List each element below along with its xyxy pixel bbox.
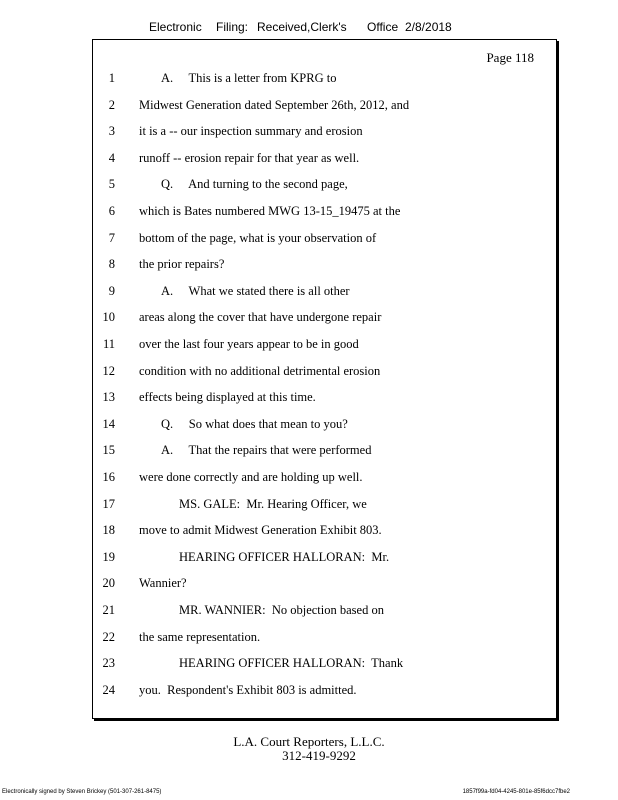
- line-number: 20: [102, 576, 115, 591]
- line-text: were done correctly and are holding up well.: [139, 470, 363, 484]
- signature-left: Electronically signed by Steven Brickey (501-307-261-8475): [2, 789, 162, 795]
- line-number: 14: [102, 416, 115, 431]
- line-number: 18: [102, 523, 115, 538]
- transcript-line: [93, 95, 553, 115]
- line-text: you. Respondent's Exhibit 803 is admitted.: [139, 682, 357, 697]
- line-text: effects being displayed at this time.: [139, 390, 316, 405]
- line-number: 24: [102, 682, 115, 697]
- line-text: Midwest Generation dated September 26th, 2012, and: [139, 97, 410, 112]
- line-text: it is a -- our inspection summary and erosion: [139, 124, 363, 139]
- transcript-line: [93, 547, 553, 567]
- transcript-line: [93, 414, 553, 434]
- line-number: 9: [108, 283, 115, 298]
- line-text: the prior repairs?: [139, 257, 225, 272]
- line-text: HEARING OFFICER HALLORAN: Mr.: [179, 549, 390, 564]
- header-electronic: Electronic: [149, 20, 202, 34]
- line-text: A. That the repairs that were performed: [161, 443, 372, 458]
- line-text: bottom of the page, what is your observation of: [139, 230, 377, 245]
- line-text: areas along the cover that have undergone repair: [139, 310, 382, 325]
- transcript-line: [93, 254, 553, 274]
- line-number: 10: [102, 310, 115, 325]
- line-number: 3: [108, 124, 115, 139]
- transcript-line: [93, 494, 553, 514]
- transcript-line: [93, 573, 553, 593]
- transcript-line: [93, 68, 553, 88]
- transcript-line: [93, 307, 553, 327]
- transcript-line: [93, 174, 553, 194]
- line-text: Q. And turning to the second page,: [161, 177, 348, 192]
- line-text: over the last four years appear to be in good: [139, 337, 359, 351]
- page-number: Page 118: [486, 50, 534, 65]
- transcript-line: [93, 228, 553, 248]
- line-number: 11: [102, 337, 115, 351]
- line-number: 13: [102, 390, 115, 405]
- footer-phone: 312-419-9292: [282, 748, 356, 763]
- line-number: 4: [108, 150, 115, 165]
- line-number: 2: [108, 97, 115, 112]
- transcript-line: [93, 440, 553, 460]
- signature-right: 1857f99a-fd04-4245-801e-85f6dcc7fbe2: [462, 789, 570, 795]
- line-number: 1: [108, 71, 115, 85]
- transcript-page-frame: [92, 39, 557, 719]
- line-number: 22: [102, 629, 115, 644]
- transcript-line: [93, 387, 553, 407]
- transcript-line: [93, 361, 553, 381]
- transcript-line: [93, 600, 553, 620]
- line-text: A. What we stated there is all other: [161, 283, 350, 298]
- filing-header: [0, 20, 618, 38]
- line-number: 19: [102, 549, 115, 564]
- transcript-line: [93, 520, 553, 540]
- line-number: 8: [108, 257, 115, 272]
- line-text: HEARING OFFICER HALLORAN: Thank: [179, 656, 404, 671]
- transcript-line: [93, 627, 553, 647]
- line-number: 16: [102, 470, 115, 484]
- line-text: the same representation.: [139, 629, 261, 644]
- line-text: which is Bates numbered MWG 13-15_19475 at the: [139, 204, 401, 218]
- header-date: 2/8/2018: [405, 20, 452, 34]
- line-number: 5: [108, 177, 115, 192]
- transcript-line: [93, 281, 553, 301]
- footer-company: L.A. Court Reporters, L.L.C.: [233, 734, 385, 749]
- line-text: Wannier?: [139, 576, 187, 591]
- transcript-line: [93, 121, 553, 141]
- line-number: 7: [108, 230, 115, 245]
- line-number: 12: [102, 363, 115, 378]
- line-text: runoff -- erosion repair for that year as well.: [139, 150, 360, 165]
- line-text: move to admit Midwest Generation Exhibit 803.: [139, 523, 382, 538]
- line-text: A. This is a letter from KPRG to: [161, 71, 337, 85]
- line-number: 17: [102, 496, 115, 511]
- header-office: Office: [367, 20, 399, 34]
- transcript-line: [93, 653, 553, 673]
- line-number: 21: [102, 603, 115, 617]
- line-text: MS. GALE: Mr. Hearing Officer, we: [179, 496, 367, 511]
- line-text: MR. WANNIER: No objection based on: [179, 603, 384, 617]
- line-number: 15: [102, 443, 115, 458]
- line-text: Q. So what does that mean to you?: [161, 416, 348, 431]
- header-received-clerks: Received,Clerk's: [257, 20, 347, 34]
- transcript-line: [93, 680, 553, 700]
- line-number: 6: [108, 204, 115, 218]
- line-text: condition with no additional detrimental erosion: [139, 363, 381, 378]
- transcript-line: [93, 201, 553, 221]
- transcript-line: [93, 467, 553, 487]
- transcript-line: [93, 148, 553, 168]
- transcript-line: [93, 334, 553, 354]
- header-filing: Filing:: [216, 20, 249, 34]
- line-number: 23: [102, 656, 115, 671]
